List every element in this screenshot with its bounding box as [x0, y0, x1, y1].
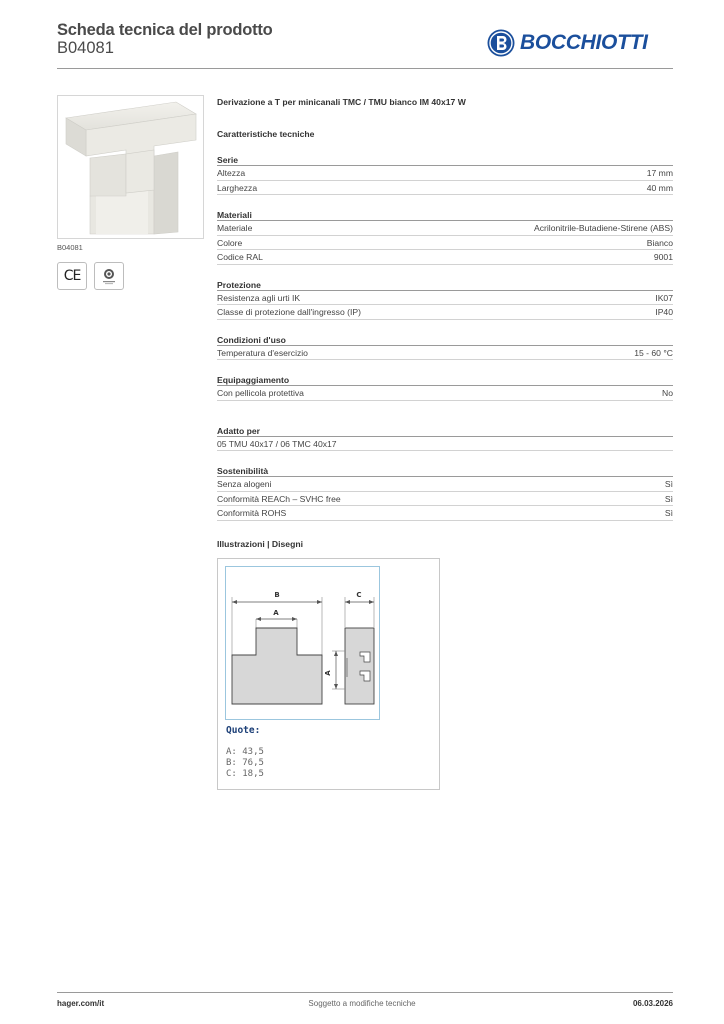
quote-line: A: 43,5: [226, 747, 264, 757]
spec-row: [217, 386, 673, 401]
spec-label: Con pellicola protettiva: [217, 388, 304, 398]
dimension-drawing: [226, 567, 378, 718]
section-title: Equipaggiamento: [217, 374, 673, 386]
spec-label: 05 TMU 40x17 / 06 TMC 40x17: [217, 438, 337, 449]
spec-value: Sì: [664, 493, 673, 504]
spec-label: Senza alogeni: [217, 479, 272, 489]
spec-label: Resistenza agli urti IK: [217, 292, 301, 303]
spec-value: 15 - 60 °C: [634, 347, 673, 358]
spec-content: [217, 95, 673, 550]
spec-row: [217, 166, 673, 181]
spec-value: Bianco: [646, 237, 673, 248]
spec-label: Temperatura d'esercizio: [217, 347, 308, 358]
section-title: Condizioni d'uso: [217, 334, 673, 346]
section-equipaggiamento: [217, 374, 673, 401]
dimension-label-b: B: [274, 591, 280, 599]
spec-value: Sì: [664, 479, 673, 489]
spec-row: [217, 305, 673, 320]
header-divider: [57, 68, 673, 69]
spec-label: Codice RAL: [217, 252, 263, 262]
section-protezione: [217, 279, 673, 320]
product-description: Derivazione a T per minicanali TMC / TMU bianco IM 40x17 W: [217, 97, 466, 107]
spec-label: Materiale: [217, 223, 253, 233]
spec-row: [217, 477, 673, 492]
illustrations-heading: Illustrazioni | Disegni: [217, 538, 303, 549]
spec-label: Larghezza: [217, 182, 258, 193]
spec-row: [217, 221, 673, 236]
section-title: Adatto per: [217, 425, 673, 437]
spec-value: 17 mm: [646, 168, 673, 178]
section-serie: [217, 154, 673, 195]
section-adatto: [217, 425, 673, 452]
certification-mark-icon: [94, 262, 124, 290]
footer-date: 06.03.2026: [632, 999, 673, 1008]
spec-row: [217, 346, 673, 361]
specs-heading: Caratteristiche tecniche: [217, 129, 315, 139]
spec-value: Acrilonitrile-Butadiene-Stirene (ABS): [534, 223, 673, 233]
spec-label: Classe di protezione dall'ingresso (IP): [217, 307, 361, 317]
section-title: Sostenibilità: [217, 465, 673, 477]
spec-label: Conformità REACh – SVHC free: [217, 493, 341, 504]
quote-line: C: 18,5: [226, 769, 264, 779]
footer-divider: [57, 992, 673, 993]
brand-logo: [486, 28, 668, 58]
section-condizioni: [217, 334, 673, 361]
spec-value: IP40: [655, 307, 673, 317]
spec-row: [217, 236, 673, 251]
section-title: Materiali: [217, 209, 673, 221]
spec-value: 40 mm: [646, 182, 673, 193]
spec-label: Altezza: [217, 168, 246, 178]
t-junction-product-photo: [58, 96, 203, 238]
footer-website-link[interactable]: hager.com/it: [57, 999, 105, 1008]
spec-row: [217, 506, 673, 521]
spec-value: 9001: [653, 252, 673, 262]
technical-drawing-box: [217, 558, 440, 790]
spec-value: IK07: [655, 292, 673, 303]
page-title: Scheda tecnica del prodotto: [57, 21, 273, 39]
spec-label: Conformità ROHS: [217, 508, 287, 518]
spec-row: [217, 250, 673, 265]
spec-row: [217, 437, 673, 452]
dimension-label-a-side: A: [324, 670, 332, 676]
brand-logo-icon: [486, 28, 516, 58]
brand-name: BOCCHIOTTI: [520, 31, 648, 54]
quote-line: B: 76,5: [226, 758, 264, 768]
dimension-label-a-top: A: [273, 609, 279, 617]
drawing-frame: [225, 566, 380, 720]
section-sostenibilita: [217, 465, 673, 521]
spec-label: Colore: [217, 237, 243, 248]
spec-value: No: [662, 388, 673, 398]
photo-caption-code: B04081: [57, 243, 83, 252]
spec-row: [217, 291, 673, 306]
spec-value: Sì: [664, 508, 673, 518]
spec-row: [217, 181, 673, 196]
section-title: Protezione: [217, 279, 673, 291]
footer-disclaimer: Soggetto a modifiche tecniche: [308, 999, 416, 1008]
ce-mark-icon: CE: [57, 262, 87, 290]
product-code: B04081: [57, 39, 114, 57]
spec-row: [217, 492, 673, 507]
quotes-heading: Quote:: [226, 725, 261, 736]
section-title: Serie: [217, 154, 673, 166]
dimension-label-c: C: [356, 591, 362, 599]
section-materiali: [217, 209, 673, 265]
product-photo: [57, 95, 204, 239]
